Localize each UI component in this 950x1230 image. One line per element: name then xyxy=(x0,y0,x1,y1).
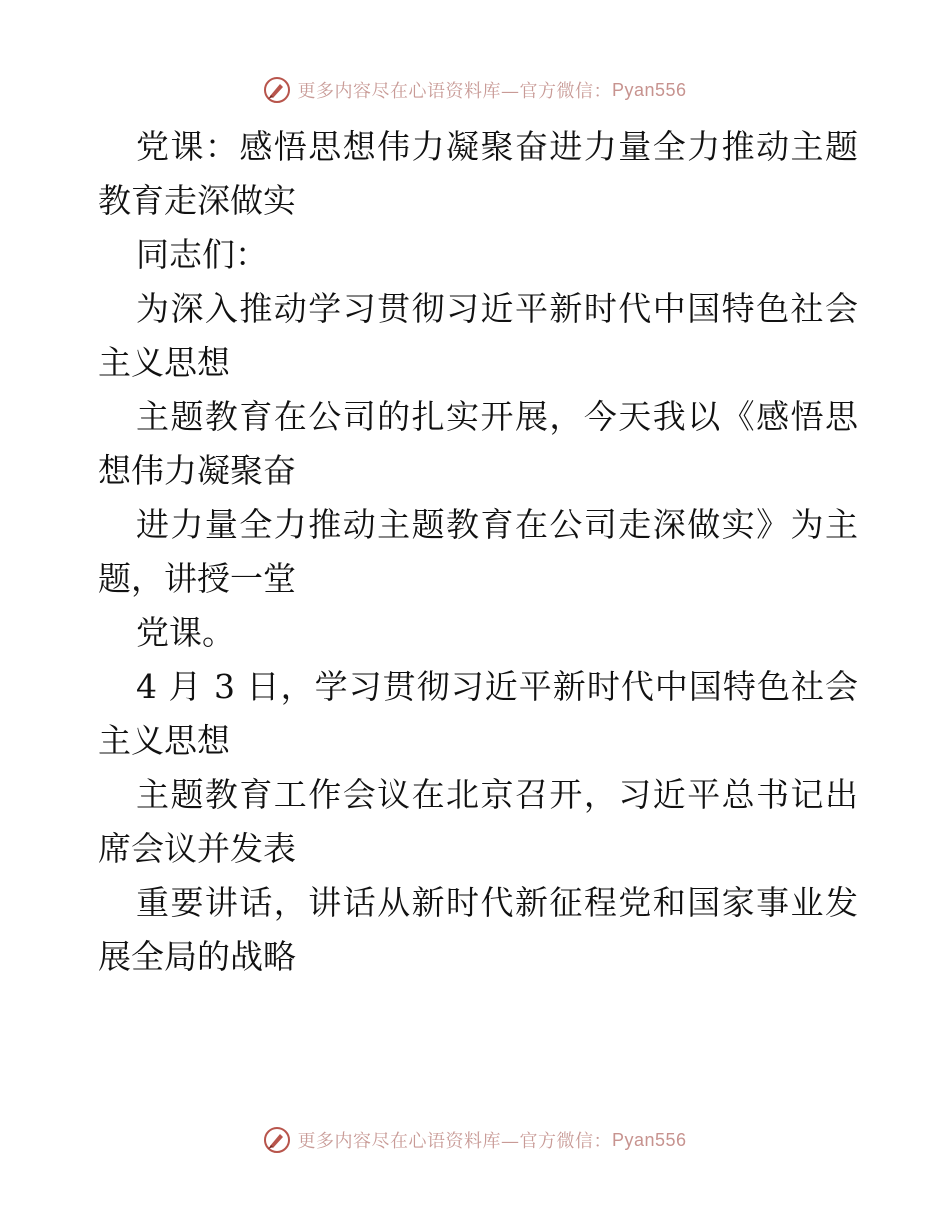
pen-logo-icon xyxy=(263,1126,291,1154)
document-body xyxy=(98,120,858,984)
watermark-header xyxy=(0,70,950,110)
salutation: 同志们： xyxy=(136,235,268,274)
paragraph-line: 进力量全力推动主题教育在公司走深做实》为主 xyxy=(136,505,858,544)
pen-logo-icon xyxy=(263,76,291,104)
paragraph-line: 想伟力凝聚奋 xyxy=(98,451,296,490)
paragraph-line: 展全局的战略 xyxy=(98,937,296,976)
paragraph-line: 题，讲授一堂 xyxy=(98,559,296,598)
paragraph-line: 主义思想 xyxy=(98,343,230,382)
paragraph-line: 席会议并发表 xyxy=(98,829,296,868)
watermark-wechat-id: Pyan556 xyxy=(611,1129,687,1150)
watermark-text: 更多内容尽在心语资料库—官方微信： xyxy=(297,1131,612,1152)
watermark-text: 更多内容尽在心语资料库—官方微信： xyxy=(297,81,612,102)
paragraph-line: 党课。 xyxy=(136,613,235,652)
watermark-footer xyxy=(0,1120,950,1160)
paragraph-line: 4 月 3 日，学习贯彻习近平新时代中国特色社会 xyxy=(136,667,858,706)
title-line-1: 党课：感悟思想伟力凝聚奋进力量全力推动主题 xyxy=(136,127,858,166)
paragraph-line: 主义思想 xyxy=(98,721,230,760)
watermark-wechat-id: Pyan556 xyxy=(611,79,687,100)
paragraph-line: 主题教育在公司的扎实开展，今天我以《感悟思 xyxy=(136,397,858,436)
paragraph-line: 重要讲话，讲话从新时代新征程党和国家事业发 xyxy=(136,883,858,922)
paragraph-line: 主题教育工作会议在北京召开，习近平总书记出 xyxy=(136,775,858,814)
paragraph-line: 为深入推动学习贯彻习近平新时代中国特色社会 xyxy=(136,289,858,328)
title-line-2: 教育走深做实 xyxy=(98,181,296,220)
